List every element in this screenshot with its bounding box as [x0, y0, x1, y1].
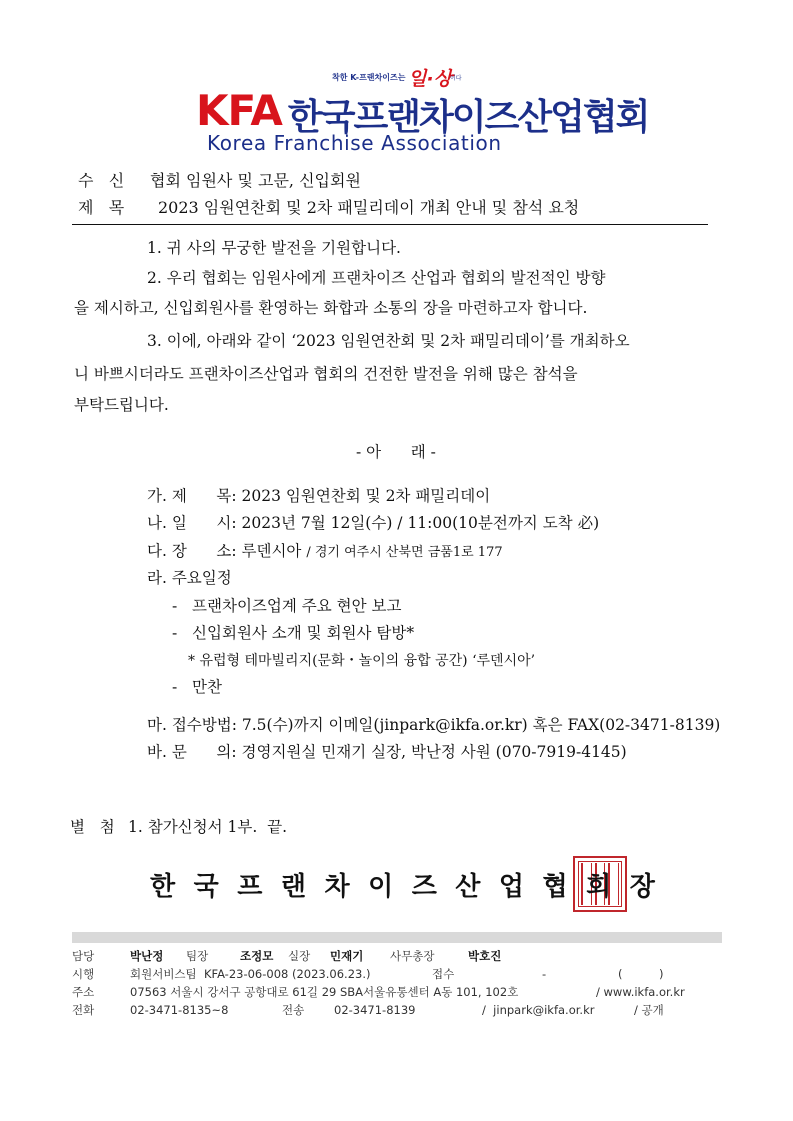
notice-apply: 7.5(수)까지 이메일(jinpark@ikfa.or.kr) 혹은 FAX(02-3471-8139) [241, 716, 721, 734]
attachment-row [70, 815, 287, 837]
approver-name: 박호진 [468, 949, 502, 963]
notice-contact-label: 바. 문 의: [147, 743, 237, 761]
logo-korean: 한국프랜차이즈산업협회 [287, 97, 649, 138]
footer-label: 주소 [72, 985, 95, 999]
paragraph-3-line-1: 3. 이에, 아래와 같이 ‘2023 임원연찬회 및 2차 패밀리데이’를 개최하오 [147, 332, 630, 350]
subject: 2023 임원연찬회 및 2차 패밀리데이 개최 안내 및 참석 요청 [158, 198, 580, 217]
schedule-item: - 신입회원사 소개 및 회원사 탐방* [172, 624, 415, 642]
footer-enforcement [72, 966, 664, 982]
recipient-label: 수 신 [78, 171, 125, 190]
notice-date-label: 나. 일 시: [147, 514, 237, 532]
email: / jinpark@ikfa.or.kr [482, 1003, 595, 1017]
phone: 02-3471-8135~8 [130, 1003, 229, 1017]
notice-title-row [147, 484, 490, 506]
notice-schedule-label: 라. 주요일정 [147, 569, 232, 587]
notice-title-label: 가. 제 목: [147, 487, 237, 505]
schedule-item: - 만찬 [172, 678, 222, 696]
divider [72, 224, 708, 225]
notice-date: 2023년 7월 12일(수) / 11:00(10분전까지 도착 必) [241, 514, 600, 532]
footer-label: 담당 [72, 949, 95, 963]
notice-heading: - 아 래 - [356, 443, 436, 461]
footer-approvals [72, 948, 501, 964]
notice-place: 루덴시아 [241, 542, 302, 560]
paragraph-3-line-3: 부탁드립니다. [74, 396, 169, 414]
footer-label: 전화 [72, 1003, 95, 1017]
slogan [320, 66, 480, 88]
recipient: 협회 임원사 및 고문, 신입회원 [150, 171, 361, 190]
recipient-line [78, 168, 361, 191]
slogan-suffix: 이다 [450, 75, 462, 82]
approver-name: 박난정 [130, 949, 164, 963]
subject-label: 제 목 [78, 198, 125, 217]
disclosure: / 공개 [634, 1003, 664, 1017]
notice-contact: 경영지원실 민재기 실장, 박난정 사원 (070-7919-4145) [241, 743, 627, 761]
notice-date-row [147, 511, 599, 533]
fax-label: 전송 [282, 1003, 305, 1017]
paragraph-2-line-1: 2. 우리 협회는 임원사에게 프랜차이즈 산업과 협회의 발전적인 방향 [147, 269, 606, 287]
approver-name: 민재기 [330, 949, 364, 963]
notice-place-row [147, 539, 503, 561]
receipt-label: 접수 [432, 967, 455, 981]
subject-line [78, 195, 579, 218]
slogan-highlight: 일·상 [408, 68, 452, 90]
approver-title: 실장 [288, 949, 311, 963]
schedule-note: * 유럽형 테마빌리지(문화・놀이의 융합 공간) ‘루덴시아’ [188, 653, 536, 669]
notice-title: 2023 임원연찬회 및 2차 패밀리데이 [241, 487, 491, 505]
footer-bar [72, 932, 722, 943]
paragraph-1: 1. 귀 사의 무궁한 발전을 기원합니다. [147, 239, 401, 257]
website: / www.ikfa.or.kr [596, 985, 685, 999]
approver-name: 조정모 [240, 949, 274, 963]
signature: 한국프랜차이즈산업협회장 [150, 872, 674, 902]
attachment-text: 1. 참가신청서 1부. 끝. [128, 818, 288, 836]
logo-english: Korea Franchise Association [207, 131, 502, 155]
footer-phone [72, 1002, 664, 1018]
paragraph-3-line-2: 니 바쁘시더라도 프랜차이즈산업과 협회의 건전한 발전을 위해 많은 참석을 [74, 365, 578, 383]
attachment-label: 별 첨 [70, 818, 115, 836]
address: 07563 서울시 강서구 공항대로 61길 29 SBA서울유통센터 A동 101, 102호 [130, 985, 519, 999]
document-number: 회원서비스팀 KFA-23-06-008 (2023.06.23.) [130, 967, 371, 981]
notice-apply-label: 마. 접수방법: [147, 716, 237, 734]
approver-title: 팀장 [186, 949, 209, 963]
paragraph-2-line-2: 을 제시하고, 신입회원사를 환영하는 화합과 소통의 장을 마련하고자 합니다. [74, 299, 588, 317]
receipt-value: - [542, 967, 547, 981]
footer-label: 시행 [72, 967, 95, 981]
logo-abbr: KFA [196, 86, 282, 135]
receipt-paren: ( ) [618, 967, 664, 981]
notice-apply-row [147, 713, 720, 735]
kfa-logo [196, 86, 649, 138]
slogan-prefix: 착한 K-프랜차이즈는 [332, 73, 406, 82]
schedule-item: - 프랜차이즈업계 주요 현안 보고 [172, 597, 402, 615]
notice-place-label: 다. 장 소: [147, 542, 237, 560]
fax: 02-3471-8139 [334, 1003, 416, 1017]
notice-place-address: / 경기 여주시 산북면 금품1로 177 [306, 545, 503, 560]
notice-contact-row [147, 740, 627, 762]
approver-title: 사무총장 [390, 949, 435, 963]
footer-address [72, 984, 685, 1000]
